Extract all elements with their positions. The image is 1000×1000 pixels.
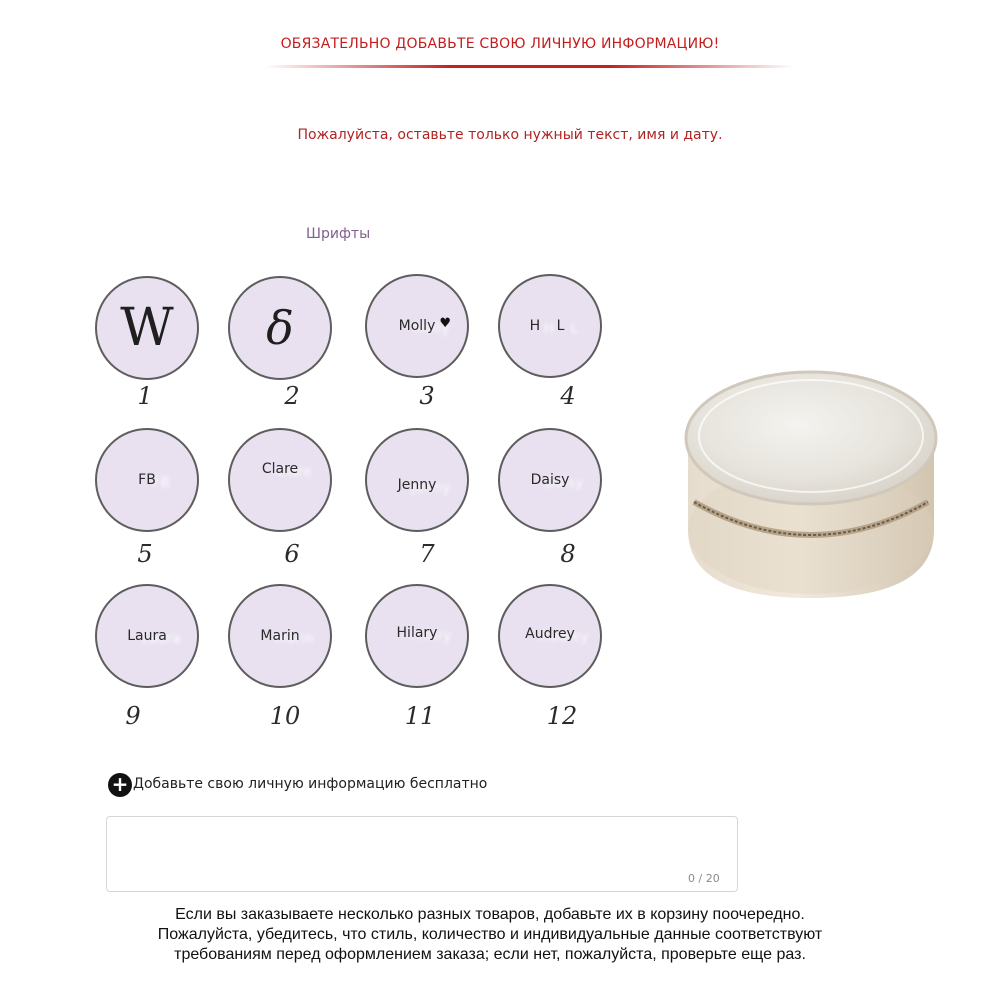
footer-line: Пожалуйста, убедитесь, что стиль, количество и индивидуальные данные соответствуют [157,926,823,943]
font-sample: Daisy [530,472,570,488]
font-option-5[interactable] [95,428,199,532]
font-option-3[interactable] [365,274,469,378]
font-option-12[interactable] [498,584,602,688]
heart-icon: ♥ [439,316,451,331]
font-sample: Molly [398,318,436,334]
footer-line: требованиям перед оформлением заказа; если нет, пожалуйста, проверьте еще раз. [174,946,806,963]
font-sample: Clare [261,461,299,477]
banner-title: ОБЯЗАТЕЛЬНО ДОБАВЬТЕ СВОЮ ЛИЧНУЮ ИНФОРМАЦИЮ! [280,36,720,52]
font-number: 4 [560,382,576,410]
font-option-10[interactable] [228,584,332,688]
add-personal-info-label: Добавьте свою личную информацию бесплатно [133,776,488,792]
fonts-heading: Шрифты [306,226,371,242]
personal-info-input[interactable] [106,816,738,892]
font-sample: FB [138,472,156,488]
font-sample: H L [529,318,571,334]
font-sample: Laura [127,628,167,644]
font-option-4[interactable] [498,274,602,378]
font-option-8[interactable] [498,428,602,532]
font-number: 8 [560,540,576,568]
font-sample: Jenny [397,477,437,493]
font-option-6[interactable] [228,428,332,532]
font-option-11[interactable] [365,584,469,688]
font-number: 7 [419,540,435,568]
instruction-note: Пожалуйста, оставьте только нужный текст, имя и дату. [297,127,723,143]
font-option-2[interactable] [228,276,332,380]
font-number: 10 [269,702,301,730]
font-sample: Hilary [396,625,438,641]
jewelry-box-image [680,362,942,600]
font-option-9[interactable] [95,584,199,688]
font-number: 11 [404,702,436,730]
font-option-1[interactable] [95,276,199,380]
font-number: 5 [137,540,153,568]
font-number: 3 [419,382,435,410]
font-number: 9 [125,702,141,730]
font-number: 2 [284,382,300,410]
font-option-7[interactable] [365,428,469,532]
add-icon[interactable]: + [108,773,132,797]
font-sample: Audrey [525,626,575,642]
font-sample: δ [266,301,294,355]
banner-underline [265,65,795,68]
character-counter: 0 / 20 [688,872,720,885]
footer-instructions [50,905,930,965]
footer-line: Если вы заказываете несколько разных товаров, добавьте их в корзину поочередно. [175,906,805,923]
font-number: 6 [284,540,300,568]
font-number: 1 [137,382,153,410]
font-number: 12 [546,702,578,730]
font-sample: W [120,298,174,358]
font-sample: Marin [260,628,300,644]
